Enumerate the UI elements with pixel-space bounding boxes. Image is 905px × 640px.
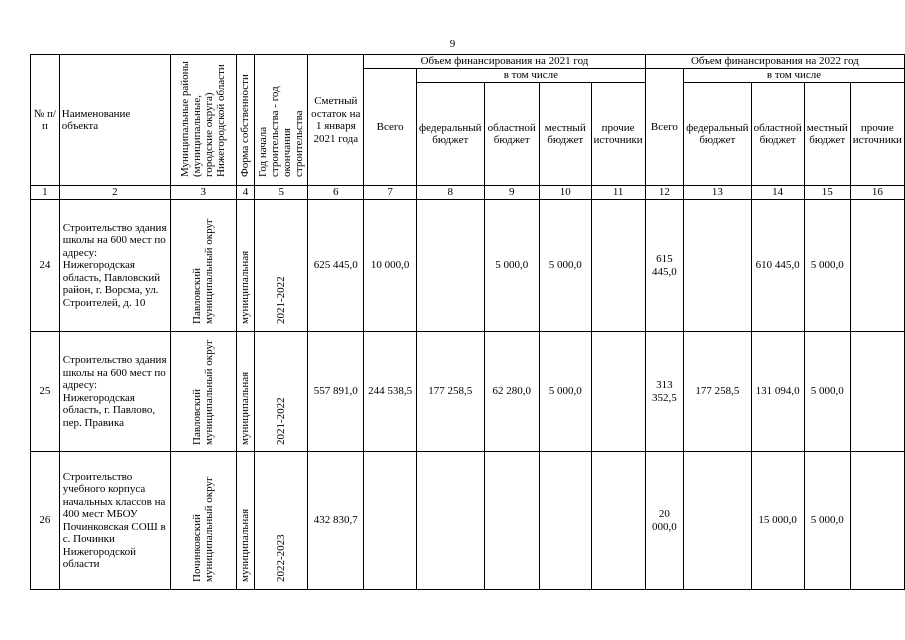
- years-cell: 2021-2022: [255, 200, 308, 332]
- header-col-estimate: Сметный остаток на 1 января 2021 года: [308, 55, 364, 186]
- local-2021-cell: 5 000,0: [539, 332, 591, 452]
- header-group-2022: Объем финансирования на 2022 год: [645, 55, 904, 69]
- header-group-2021: Объем финансирования на 2021 год: [364, 55, 645, 69]
- header-federal-2022: федеральный бюджет: [684, 83, 752, 186]
- header-local-2022: местный бюджет: [804, 83, 850, 186]
- regional-2022-cell: 15 000,0: [751, 452, 804, 590]
- header-federal-2021: федеральный бюджет: [417, 83, 485, 186]
- regional-2022-cell: 610 445,0: [751, 200, 804, 332]
- column-number: 10: [539, 186, 591, 200]
- header-col-years: Год начала строительства - год окончания строительства: [255, 55, 308, 186]
- federal-2021-cell: [417, 200, 485, 332]
- local-2021-cell: 5 000,0: [539, 200, 591, 332]
- other-2022-cell: [850, 200, 904, 332]
- other-2022-cell: [850, 452, 904, 590]
- column-number: 3: [170, 186, 236, 200]
- ownership-cell: муниципальная: [236, 452, 255, 590]
- regional-2021-cell: 62 280,0: [484, 332, 539, 452]
- header-local-2021: местный бюджет: [539, 83, 591, 186]
- column-number: 13: [684, 186, 752, 200]
- column-number: 12: [645, 186, 683, 200]
- row-number: 26: [31, 452, 60, 590]
- column-number: 5: [255, 186, 308, 200]
- federal-2021-cell: 177 258,5: [417, 332, 485, 452]
- column-number: 4: [236, 186, 255, 200]
- column-number: 9: [484, 186, 539, 200]
- header-col-district: Муниципальные районы (муниципальные, городские округа) Нижегородской области: [170, 55, 236, 186]
- row-number: 24: [31, 200, 60, 332]
- other-2021-cell: [591, 332, 645, 452]
- estimate-cell: 625 445,0: [308, 200, 364, 332]
- regional-2022-cell: 131 094,0: [751, 332, 804, 452]
- column-number: 2: [59, 186, 170, 200]
- local-2022-cell: 5 000,0: [804, 332, 850, 452]
- header-col-ownership: Форма собственности: [236, 55, 255, 186]
- table-row: [31, 332, 905, 452]
- table-row: [31, 200, 905, 332]
- total-2021-cell: [364, 452, 417, 590]
- header-col-num: № п/п: [31, 55, 60, 186]
- object-name: Строительство учебного корпуса начальных классов на 400 мест МБОУ Починковская СОШ в с. Починки Нижегородской области: [59, 452, 170, 590]
- header-other-2022: прочие источники: [850, 83, 904, 186]
- other-2021-cell: [591, 200, 645, 332]
- page-number: 9: [449, 38, 456, 50]
- header-row-1: [31, 55, 905, 69]
- ownership-cell: муниципальная: [236, 200, 255, 332]
- object-name: Строительство здания школы на 600 мест по адресу: Нижегородская область, Павловский район, г. Ворсма, ул. Строителей, д. 10: [59, 200, 170, 332]
- header-regional-2021: областной бюджет: [484, 83, 539, 186]
- district-cell: Починковский муниципальный округ: [170, 452, 236, 590]
- local-2021-cell: [539, 452, 591, 590]
- ownership-cell: муниципальная: [236, 332, 255, 452]
- column-number: 6: [308, 186, 364, 200]
- estimate-cell: 557 891,0: [308, 332, 364, 452]
- local-2022-cell: 5 000,0: [804, 452, 850, 590]
- federal-2021-cell: [417, 452, 485, 590]
- federal-2022-cell: [684, 200, 752, 332]
- header-other-2021: прочие источники: [591, 83, 645, 186]
- header-col-name: Наименование объекта: [59, 55, 170, 186]
- column-number: 8: [417, 186, 485, 200]
- header-total-2022: Всего: [645, 69, 683, 186]
- header-regional-2022: областной бюджет: [751, 83, 804, 186]
- header-including-2021: в том числе: [417, 69, 646, 83]
- column-number-row: [31, 186, 905, 200]
- total-2022-cell: 313 352,5: [645, 332, 683, 452]
- estimate-cell: 432 830,7: [308, 452, 364, 590]
- column-number: 14: [751, 186, 804, 200]
- column-number: 15: [804, 186, 850, 200]
- column-number: 1: [31, 186, 60, 200]
- total-2022-cell: 20 000,0: [645, 452, 683, 590]
- total-2022-cell: 615 445,0: [645, 200, 683, 332]
- federal-2022-cell: [684, 452, 752, 590]
- column-number: 11: [591, 186, 645, 200]
- years-cell: 2021-2022: [255, 332, 308, 452]
- header-including-2022: в том числе: [684, 69, 905, 83]
- regional-2021-cell: [484, 452, 539, 590]
- other-2021-cell: [591, 452, 645, 590]
- years-cell: 2022-2023: [255, 452, 308, 590]
- column-number: 16: [850, 186, 904, 200]
- object-name: Строительство здания школы на 600 мест по адресу: Нижегородская область, г. Павлово, пер. Правика: [59, 332, 170, 452]
- federal-2022-cell: 177 258,5: [684, 332, 752, 452]
- header-total-2021: Всего: [364, 69, 417, 186]
- local-2022-cell: 5 000,0: [804, 200, 850, 332]
- other-2022-cell: [850, 332, 904, 452]
- regional-2021-cell: 5 000,0: [484, 200, 539, 332]
- financing-table: [30, 54, 905, 590]
- district-cell: Павловский муниципальный округ: [170, 200, 236, 332]
- total-2021-cell: 244 538,5: [364, 332, 417, 452]
- column-number: 7: [364, 186, 417, 200]
- district-cell: Павловский муниципальный округ: [170, 332, 236, 452]
- row-number: 25: [31, 332, 60, 452]
- table-row: [31, 452, 905, 590]
- total-2021-cell: 10 000,0: [364, 200, 417, 332]
